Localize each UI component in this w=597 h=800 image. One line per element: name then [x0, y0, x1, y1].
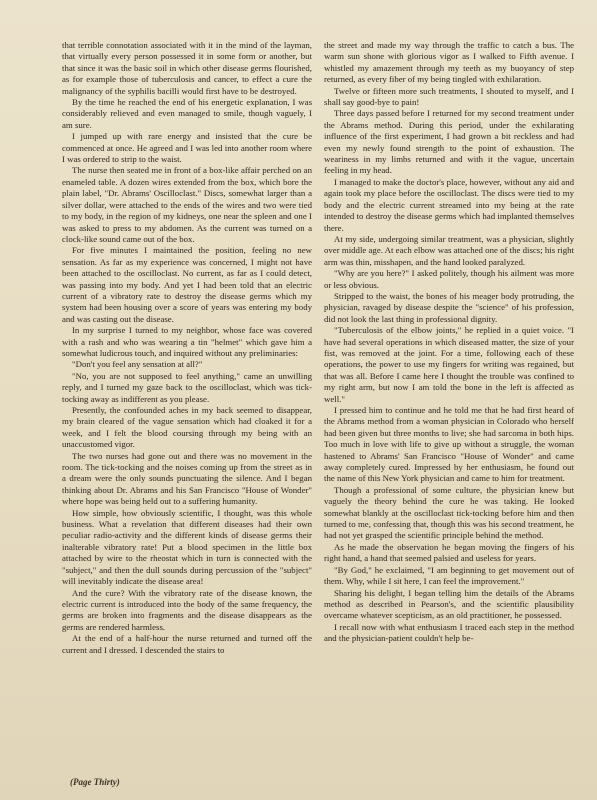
paragraph: I jumped up with rare energy and insisted that the cure be commenced at once. He agreed and I was led into another room where I was ordered to strip to the waist. — [62, 131, 312, 165]
page-number: (Page Thirty) — [70, 777, 120, 787]
paragraph: "Why are you here?" I asked politely, though his ailment was more or less obvious. — [324, 268, 574, 290]
paragraph: the street and made my way through the traffic to catch a bus. The warm sun shone with glorious vigor as I walked to Fifth avenue. I whistled my amazement through my teeth as my buoyancy of step returned, as every fiber of my being tingled with exhilaration. — [324, 40, 574, 85]
paragraph: I managed to make the doctor's place, however, without any aid and again took my place before the oscilloclast. The discs were tied to my body and the electric current streamed into my being at the rate intended to destroy the disease germs which had implanted themselves there. — [324, 176, 574, 233]
text-columns — [62, 40, 575, 656]
paragraph: At my side, undergoing similar treatment, was a physician, slightly over middle age. At each elbow was attached one of the discs; his right arm was thin, misshapen, and the hand looked paralyzed. — [324, 233, 574, 267]
paragraph: "Tuberculosis of the elbow joints," he replied in a quiet voice. "I have had several operations in which diseased matter, the size of your fist, was removed at the joint. For a time, following each of these operations, the power to use my fingers for writing was regained, but that was all. Before I came here I thought the trouble was confined to my right arm, but now I am told the bone in the left is affected as well." — [324, 325, 574, 404]
paragraph: By the time he reached the end of his energetic explanation, I was considerably relieved and even managed to smile, though vaguely, I am sure. — [62, 97, 312, 130]
paragraph: "Don't you feel any sensation at all?" — [72, 359, 203, 370]
paragraph: And the cure? With the vibratory rate of the disease known, the electric current is introduced into the body of the same frequency, the germs are broken into fragments and the disease disappears as the germs are rendered harmless. — [62, 587, 312, 632]
paragraph: Three days passed before I returned for my second treatment under the Abrams method. During this period, under the exhilarating influence of the first experiment, I had grown a bit reckless and had even my newly found strength to the point of exhaustion. The weariness in my limbs returned and with it the vague, uncertain feeling in my head. — [324, 108, 574, 176]
paragraph: "By God," he exclaimed, "I am beginning to get movement out of them. Why, while I sit here, I can feel the improvement." — [324, 564, 574, 587]
left-column — [62, 40, 312, 656]
paragraph: As he made the observation he began moving the fingers of his right hand, a hand that seemed palsied and useless for years. — [324, 541, 574, 564]
paragraph: In my surprise I turned to my neighbor, whose face was covered with a rash and who was wearing a tin "helmet" which gave him a somewhat ludicrous touch, and inquired without any preliminaries: — [62, 325, 312, 358]
paragraph: I pressed him to continue and he told me that he had first heard of the Abrams method from a woman physician in Colorado who herself had been given but three months to live; she had sarcoma in both hips. Too much in love with life to give up without a struggle, the woman hastened to Abrams' San Francisco "House of Wonder" and came away completely cured. Impressed by her enthusiasm, he found out the name of this New York physician and came to him for treatment. — [324, 405, 574, 484]
paragraph: I recall now with what enthusiasm I traced each step in the method and the physician-patient couldn't help be- — [324, 621, 574, 644]
paragraph: Though a professional of some culture, the physician knew but vaguely the theory behind the cure he was taking. He looked somewhat blankly at the oscilloclast tick-tocking before him and then turned to me, confessing that, though this was his second treatment, he had not yet grasped the scientific principle behind the method. — [324, 484, 574, 541]
paragraph: At the end of a half-hour the nurse returned and turned off the current and I dressed. I descended the stairs to — [62, 633, 312, 655]
paragraph: Sharing his delight, I began telling him the details of the Abrams method as described in Pearson's, and the scientific plausibility overcame whatever scepticism, as an old practitioner, he possessed. — [324, 587, 574, 621]
paragraph: Twelve or fifteen more such treatments, I shouted to myself, and I shall say good-bye to pain! — [324, 85, 574, 108]
paragraph: For five minutes I maintained the position, feeling no new sensation. As far as my experience was concerned, I might not have been attached to the oscilloclast. No current, as far as I could detect, was passing into my body. And yet I had been told that an electric current of a vibratory rate to destroy the disease germs which my system had been housing over a score of years was entering my body and was casting out the disease. — [62, 245, 312, 324]
paragraph: Stripped to the waist, the bones of his meager body protruding, the physician, ravaged by disease despite the "science" of his profession, did not look the last thing in professional dignity. — [324, 290, 574, 324]
paragraph: Presently, the confounded aches in my back seemed to disappear, my brain cleared of the vague sensation which had cloaked it for a week, and I felt the blood coursing through my being with an unaccustomed vigor. — [62, 405, 312, 450]
paragraph: that terrible connotation associated with it in the mind of the layman, that virtually every person possessed it in some form or another, but that since it was the basic soil in which other disease germs flourished, as for example those of tuberculosis and cancer, to effect a cure the malignancy of the syphilis bacilli would first have to be destroyed. — [62, 40, 312, 96]
paragraph: "No, you are not supposed to feel anything," came an unwilling reply, and I turned my gaze back to the oscilloclast, which was tick-tocking away as indifferent as you please. — [62, 370, 312, 404]
right-column — [324, 40, 574, 656]
paragraph: How simple, how obviously scientific, I thought, was this whole business. What a revelation that different diseases had their own peculiar radio-activity and the different kinds of disease germs their inalterable vibratory rate! Put a blood specimen in the little box attached by wire to the rheostat which in turn is connected with the "subject," and then the dull sounds during percussion of the "subject" will inevitably indicate the disease area! — [62, 507, 312, 587]
paragraph: The two nurses had gone out and there was no movement in the room. The tick-tocking and the noises coming up from the street as in a dream were the only sounds punctuating the silence. And I began thinking about Dr. Abrams and his San Francisco "House of Wonder" where hope was being held out to a suffering humanity. — [62, 450, 312, 507]
paragraph: The nurse then seated me in front of a box-like affair perched on an enameled table. A dozen wires extended from the box, which bore the plain label, "Dr. Abrams' Oscilloclast." Discs, somewhat larger than a silver dollar, were attached to the ends of the wires and two were tied to my body, in the region of my kidneys, one near the spleen and one I was asked to press to my abdomen. As the current was turned on a clock-like sound came out of the box. — [62, 165, 312, 244]
